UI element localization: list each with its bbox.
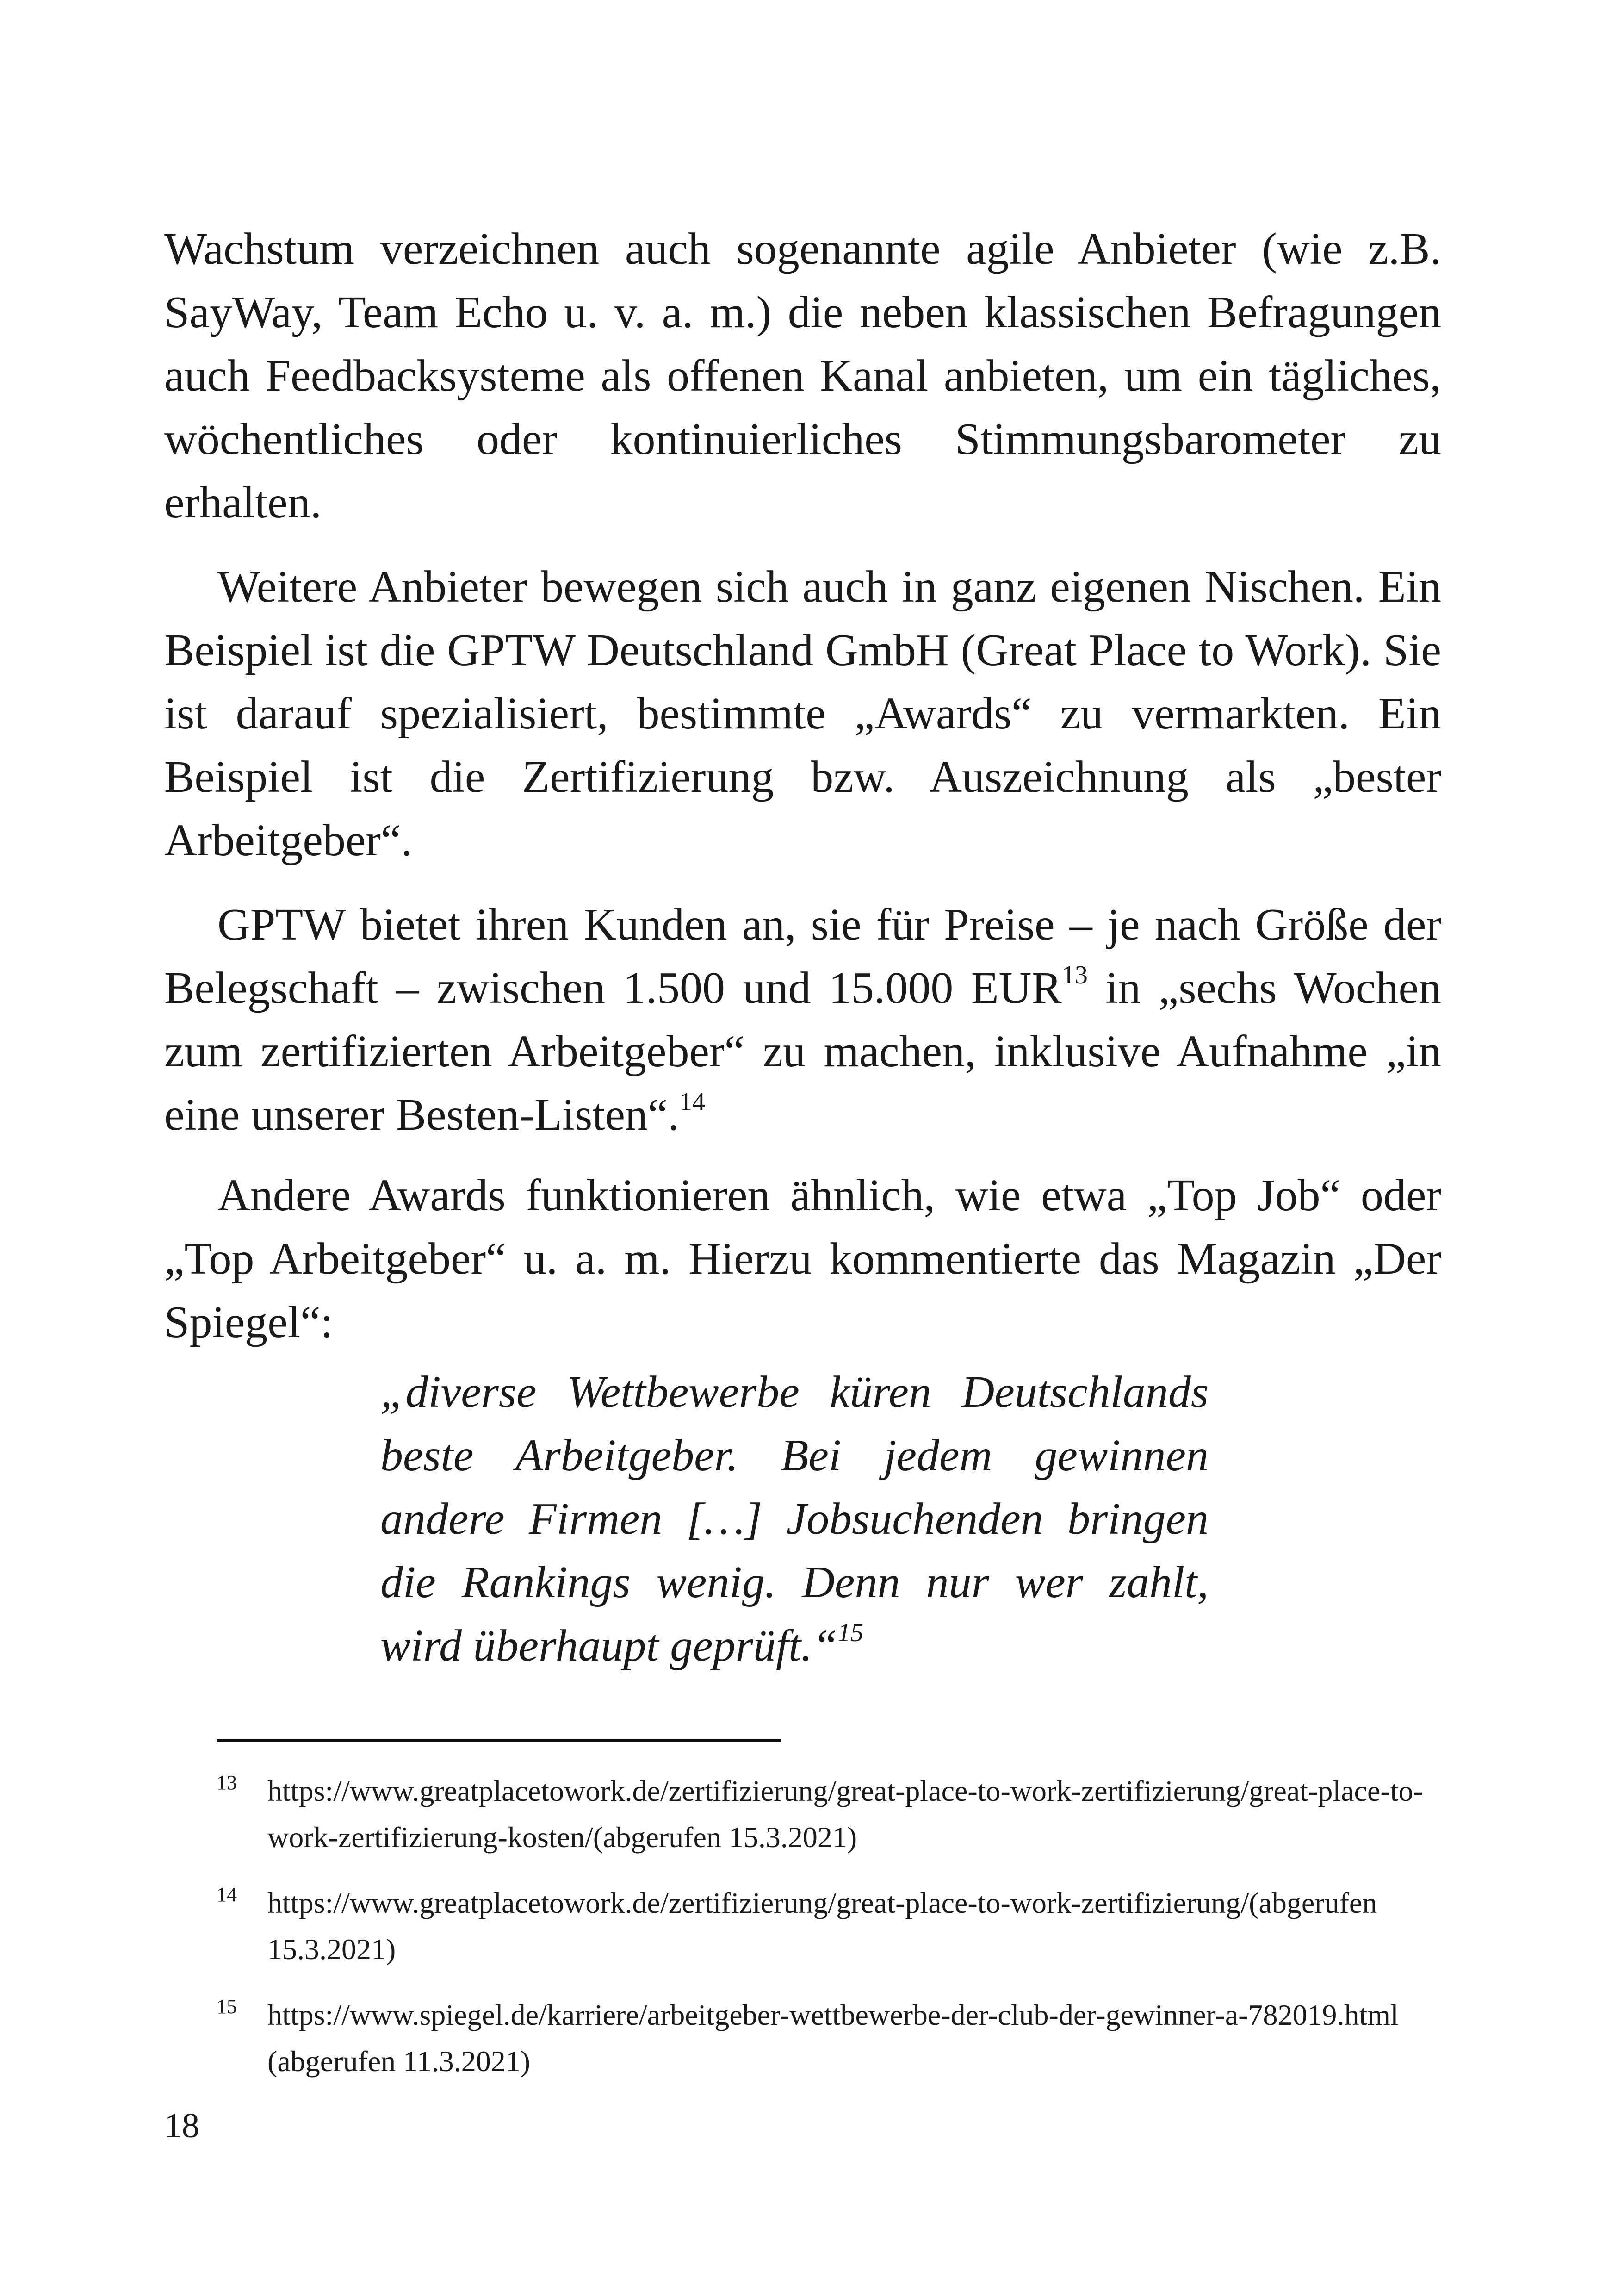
footnote-ref-13[interactable]: 13: [1061, 961, 1088, 990]
footnote-number: 15: [217, 1995, 237, 2018]
block-quote: [380, 1361, 1209, 1678]
footnote-13: [217, 1768, 1443, 1860]
footnote-15: [217, 1992, 1443, 2084]
page-number: 18: [164, 2106, 199, 2145]
body-paragraph-2: Weitere Anbieter bewegen sich auch in ganz eigenen Nischen. Ein Beispiel ist die GPTW Deutschland GmbH (Great Place to Work). Sie ist darauf spezialisiert, bestimmte „Awards“ zu vermarkten. Ein Beispiel ist die Zertifizierung bzw. Auszeichnung als „bester Arbeitgeber“.: [164, 562, 1441, 865]
body-paragraph-1: Wachstum verzeichnen auch sogenannte agile Anbieter (wie z.B. SayWay, Team Echo u. v. a. m.) die neben klassischen Befragungen auch Feedbacksysteme als offenen Kanal anbieten, um ein tägliches, wöchentliches oder kontinuierliches Stimmungsbarometer zu erhalten.: [164, 224, 1441, 528]
body-paragraph-4: Andere Awards funktionieren ähnlich, wie etwa „Top Job“ oder „Top Arbeitgeber“ u. a. m. Hierzu kommentierte das Magazin „Der Spiegel“:: [164, 1170, 1441, 1347]
footnote-link[interactable]: https://www.greatplacetowork.de/zertifizierung/great-place-to-work-zertifizierung/(abgerufen 15.3.2021): [267, 1886, 1377, 1966]
footnote-number: 14: [217, 1883, 237, 1906]
paragraph-3-text-part-1: GPTW bietet ihren Kunden an, sie für Preise – je nach Größe der Belegschaft – zwischen 1.500 und 15.000 EUR: [164, 900, 1441, 1013]
footnote-14: [217, 1880, 1443, 1972]
footnote-link[interactable]: https://www.spiegel.de/karriere/arbeitgeber-wettbewerbe-der-club-der-gewinner-a-782019.html (abgerufen 11.3.2021): [267, 1998, 1399, 2078]
footnote-ref-14[interactable]: 14: [679, 1088, 705, 1117]
footnotes-section: [217, 1768, 1443, 2104]
footnote-number: 13: [217, 1771, 237, 1794]
footnote-separator: [217, 1739, 781, 1742]
footnote-link[interactable]: https://www.greatplacetowork.de/zertifizierung/great-place-to-work-zertifizierung/great-place-to-work-zertifizierung-kosten/(abgerufen 15.3.2021): [267, 1774, 1423, 1854]
quote-text: „diverse Wettbewerbe küren Deutschlands beste Arbeitgeber. Bei jedem gewinnen andere Firmen […] Jobsuchenden bringen die Rankings wenig. Denn nur wer zahlt, wird überhaupt geprüft.“: [380, 1367, 1209, 1671]
body-paragraph-3: [164, 893, 1441, 1147]
paragraph-3-text-part-2: in „sechs Wochen zum zertifizierten Arbeitgeber“ zu machen, inklusive Aufnahme „in eine unserer Besten-Listen“.: [164, 963, 1441, 1140]
footnote-ref-15[interactable]: 15: [837, 1618, 864, 1648]
